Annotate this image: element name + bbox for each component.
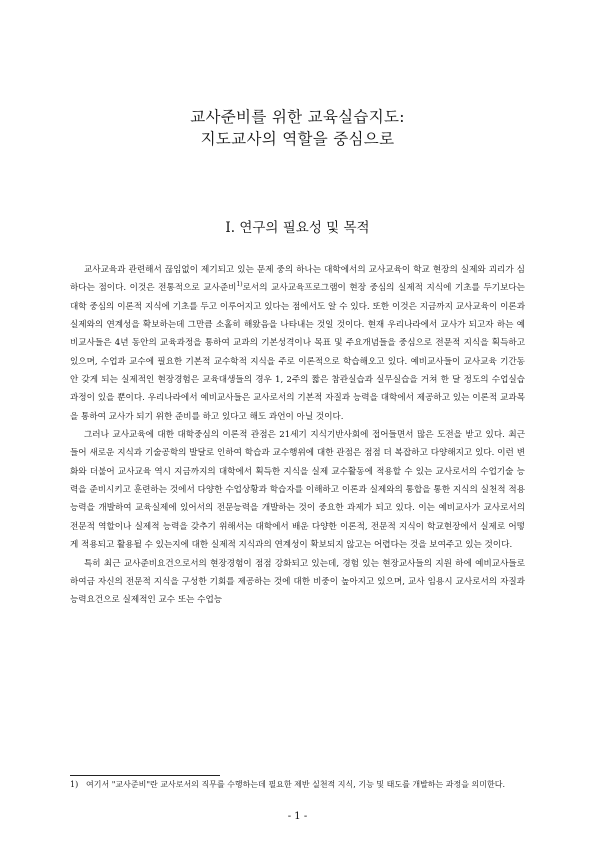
paragraph-1-text-a: 교사교육과 관련해서 끊임없이 제기되고 있는 문제 중의 하나는 대학에서의 교사교육이 학교 현장의 실제와 괴리가 심하다는 점이다. 이것은 전통적으로 교사준비	[70, 265, 525, 294]
paper-title-line-2: 지도교사의 역할을 중심으로	[200, 130, 395, 148]
footnote-divider	[70, 775, 220, 776]
footnote-reference: 1)	[236, 281, 243, 289]
footnote-text: 여기서 "교사준비"란 교사로서의 직무를 수행하는데 필요한 제반 실천적 지식, 기능 및 태도를 개발하는 과정을 의미한다.	[86, 780, 505, 789]
paragraph-3: 특히 최근 교사준비요건으로서의 현장경험이 점점 강화되고 있는데, 경험 있는 현장교사들의 지원 하에 예비교사들로 하여금 자신의 전문적 지식을 구성한 기회를 제공하는 것에 대한 비중이 높아지고 있으며, 교사 임용시 교사로서의 자질과 능력요건으로 실제적인 교수 또는 수업능	[70, 558, 525, 606]
body-text	[70, 261, 525, 610]
paragraph-2: 그러나 교사교육에 대한 대학중심의 이론적 관점은 21세기 지식기반사회에 접어들면서 많은 도전을 받고 있다. 최근 들어 새로운 지식과 기술공학의 발달로 인하여 학습과 교수행위에 대한 관점은 점점 더 복잡하고 다양해지고 있다. 이런 변화와 더불어 교사교육 역시 지금까지의 대학에서 획득한 지식을 실제 교수활동에 적용할 수 있는 교사로서의 수업기술 능력을 준비시키고 훈련하는 것에서 다양한 수업상황과 학습자를 이해하고 이론과 실제와의 통합을 통한 지식의 실천적 적용능력을 개발하여 교육실제에 있어서의 전문능력을 개발하는 것이 중요한 과제가 되고 있다. 이는 예비교사가 교사로서의 전문적 역할이나 실제적 능력을 갖추기 위해서는 대학에서 배운 다양한 이론적, 전문적 지식이 학교현장에서 실제로 어떻게 적용되고 활용될 수 있는지에 대한 실제적 지식과의 연계성이 확보되지 않고는 어렵다는 것을 보여주고 있는 것이다.	[70, 430, 525, 551]
paper-title-line-1: 교사준비를 위한 교육실습지도:	[190, 108, 405, 126]
section-heading: Ⅰ. 연구의 필요성 및 목적	[225, 220, 370, 236]
paragraph-1	[70, 261, 525, 426]
footnote	[70, 777, 525, 792]
page-number: - 1 -	[287, 811, 308, 822]
footnote-label: 1)	[70, 780, 79, 789]
paragraph-1-text-b: 로서의 교사교육프로그램이 현장 중심의 실제적 지식에 기초를 두기보다는 대학 중심의 이론적 지식에 기초를 두고 이루어지고 있다는 점에서도 알 수 있다. 또한 이것은 지금까지 교사교육이 이론과 실제와의 연계성을 확보하는데 그만큼 소홀히 해왔음을 나타내는 것일 것이다. 현재 우리나라에서 교사가 되고자 하는 예비교사들은 4년 동안의 교육과정을 통하여 교과의 기본성격이나 목표 및 주요개념들을 중심으로 전문적 지식을 획득하고 있으며, 수업과 교수에 필요한 기본적 교수학적 지식을 주로 이론적으로 학습해오고 있다. 예비교사들이 교사교육 기간동안 갖게 되는 실제적인 현장경험은 교육대생들의 경우 1, 2주의 짧은 참관실습과 실무실습을 거쳐 한 달 정도의 수업실습 과정이 있을 뿐이다. 우리나라에서 예비교사들은 교사로서의 기본적 자질과 능력을 대학에서 제공하고 있는 이론적 교과목을 통하여 교사가 되기 위한 준비를 하고 있다고 해도 과언이 아닐 것이다.	[70, 283, 525, 422]
